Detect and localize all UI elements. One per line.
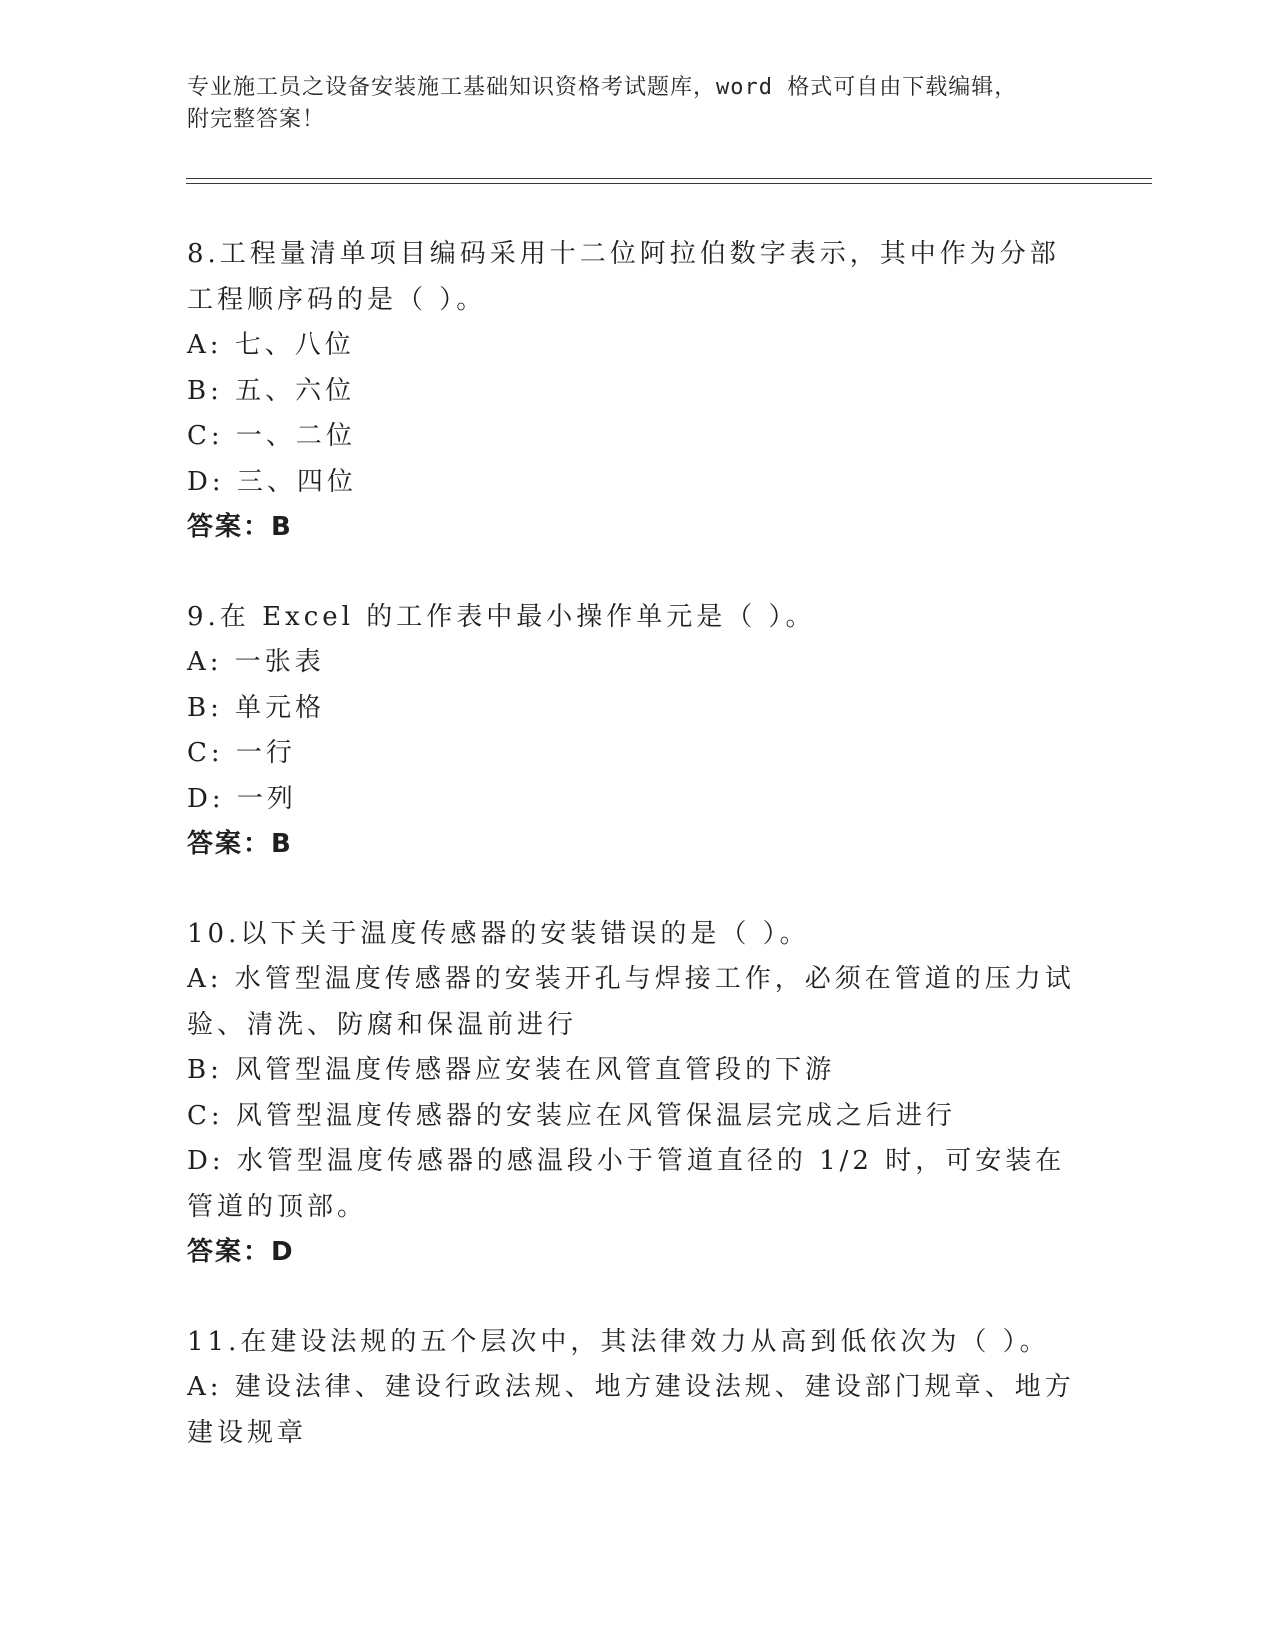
document-header <box>187 72 1067 136</box>
question-item-10 <box>187 912 1077 1276</box>
question-item-9 <box>187 595 1077 868</box>
option-a: A: 七、八位 <box>187 330 355 360</box>
header-divider-top <box>186 178 1152 179</box>
header-divider-bottom <box>186 183 1152 184</box>
header-line-2: 附完整答案！ <box>187 107 326 132</box>
header-line-1: 专业施工员之设备安装施工基础知识资格考试题库，word 格式可自由下载编辑， <box>187 75 1018 100</box>
option-b: B: 单元格 <box>187 692 326 723</box>
question-list <box>187 232 1077 1500</box>
question-stem: 9.在 Excel 的工作表中最小操作单元是（ ）。 <box>187 601 816 632</box>
option-a: A: 水管型温度传感器的安装开孔与焊接工作，必须在管道的压力试验、清洗、防腐和保温前进行 <box>187 964 1075 1040</box>
answer-label: 答案：B <box>187 512 293 542</box>
answer-label: 答案：D <box>187 1237 295 1267</box>
option-a: A: 一张表 <box>187 647 325 677</box>
option-c: C: 一行 <box>187 738 296 768</box>
option-a: A: 建设法律、建设行政法规、地方建设法规、建设部门规章、地方建设规章 <box>187 1372 1075 1448</box>
question-stem: 11.在建设法规的五个层次中，其法律效力从高到低依次为（ ）。 <box>187 1326 1050 1357</box>
question-stem: 8.工程量清单项目编码采用十二位阿拉伯数字表示，其中作为分部工程顺序码的是（ ）。 <box>187 239 1060 315</box>
question-item-8 <box>187 232 1077 551</box>
option-c: C: 一、二位 <box>187 421 356 451</box>
question-stem: 10.以下关于温度传感器的安装错误的是（ ）。 <box>187 918 810 949</box>
option-d: D: 一列 <box>187 783 297 814</box>
option-b: B: 风管型温度传感器应安装在风管直管段的下游 <box>187 1055 836 1085</box>
option-d: D: 水管型温度传感器的感温段小于管道直径的 1/2 时，可安装在管道的顶部。 <box>187 1146 1066 1222</box>
question-item-11 <box>187 1320 1077 1457</box>
option-d: D: 三、四位 <box>187 466 357 497</box>
option-c: C: 风管型温度传感器的安装应在风管保温层完成之后进行 <box>187 1100 956 1131</box>
answer-label: 答案：B <box>187 829 293 859</box>
option-b: B: 五、六位 <box>187 375 356 406</box>
